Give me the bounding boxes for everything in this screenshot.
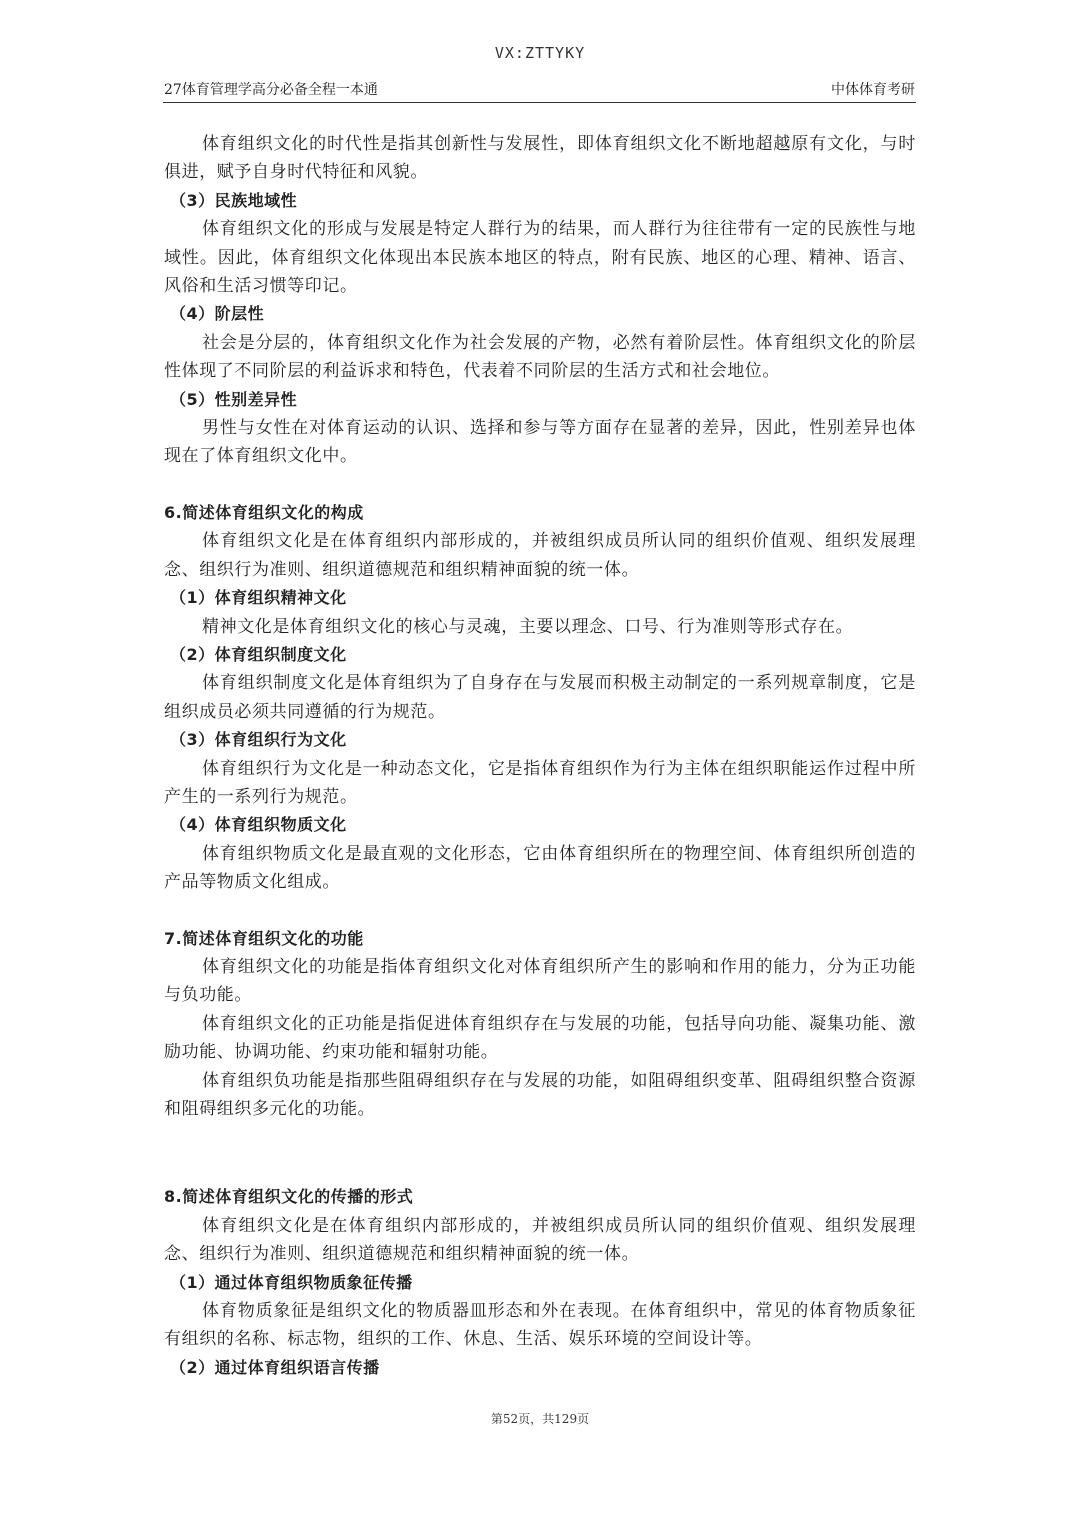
publisher-name: 中体体育考研 (831, 82, 915, 98)
section-spacer (164, 471, 916, 499)
question-6-title: 6.简述体育组织文化的构成 (164, 502, 364, 522)
q6-item-2-text: 体育组织制度文化是体育组织为了自身存在与发展而积极主动制定的一系列规章制度，它是组织成员必须共同遵循的行为规范。 (164, 673, 916, 722)
paragraph-gender-difference: 男性与女性在对体育运动的认识、选择和参与等方面存在显著的差异，因此，性别差异也体现在了体育组织文化中。 (164, 418, 916, 467)
q6-item-3-title: （3）体育组织行为文化 (170, 730, 347, 750)
question-7-title: 7.简述体育组织文化的功能 (164, 928, 364, 948)
q6-item-1-title: （1）体育组织精神文化 (170, 588, 347, 608)
subheading-gender-difference: （5）性别差异性 (170, 389, 298, 409)
q6-item-4-text: 体育组织物质文化是最直观的文化形态，它由体育组织所在的物理空间、体育组织所创造的产品等物质文化组成。 (164, 843, 916, 893)
q8-item-1-title: （1）通过体育组织物质象征传播 (170, 1272, 413, 1292)
question-8-intro: 体育组织文化是在体育组织内部形成的，并被组织成员所认同的组织价值观、组织发展理念、组织行为准则、组织道德规范和组织精神面貌的统一体。 (164, 1215, 916, 1265)
q6-item-4-title: （4）体育组织物质文化 (170, 815, 347, 835)
question-7-para-2: 体育组织文化的正功能是指促进体育组织存在与发展的功能，包括导向功能、凝集功能、激励功能、协调功能、约束功能和辐射功能。 (164, 1013, 916, 1063)
page-header (163, 76, 916, 103)
q6-item-3-text: 体育组织行为文化是一种动态文化，它是指体育组织作为行为主体在组织职能运作过程中所产生的一系列行为规范。 (164, 758, 916, 807)
q6-item-2-title: （2）体育组织制度文化 (170, 644, 347, 664)
q6-item-1-text: 精神文化是体育组织文化的核心与灵魂，主要以理念、口号、行为准则等形式存在。 (202, 616, 854, 637)
section-spacer (164, 897, 916, 925)
paragraph-era: 体育组织文化的时代性是指其创新性与发展性，即体育组织文化不断地超越原有文化，与时俱进，赋予自身时代特征和风貌。 (164, 134, 916, 183)
question-7-para-3: 体育组织负功能是指那些阻碍组织存在与发展的功能，如阻碍组织变革、阻碍组织整合资源和阻碍组织多元化的功能。 (164, 1070, 916, 1119)
question-6-intro: 体育组织文化是在体育组织内部形成的，并被组织成员所认同的组织价值观、组织发展理念、组织行为准则、组织道德规范和组织精神面貌的统一体。 (164, 531, 916, 580)
q8-item-1-text: 体育物质象征是组织文化的物质器皿形态和外在表现。在体育组织中，常见的体育物质象征有组织的名称、标志物，组织的工作、休息、生活、娱乐环境的空间设计等。 (164, 1301, 916, 1350)
section-spacer (164, 1123, 916, 1183)
subheading-stratification: （4）阶层性 (170, 304, 265, 324)
watermark-text: VX:ZTTYKY (494, 44, 586, 62)
book-title: 27体育管理学高分必备全程一本通 (164, 82, 378, 98)
paragraph-stratification: 社会是分层的，体育组织文化作为社会发展的产物，必然有着阶层性。体育组织文化的阶层性体现了不同阶层的利益诉求和特色，代表着不同阶层的生活方式和社会地位。 (164, 332, 916, 382)
paragraph-ethnic-regional: 体育组织文化的形成与发展是特定人群行为的结果，而人群行为往往带有一定的民族性与地域性。因此，体育组织文化体现出本民族本地区的特点，附有民族、地区的心理、精神、语言、风俗和生活习惯等印记。 (164, 219, 916, 297)
question-7-para-1: 体育组织文化的功能是指体育组织文化对体育组织所产生的影响和作用的能力，分为正功能与负功能。 (164, 956, 916, 1006)
page-number: 第52页，共129页 (490, 1412, 590, 1426)
question-8-title: 8.简述体育组织文化的传播的形式 (164, 1187, 414, 1207)
subheading-ethnic-regional: （3）民族地域性 (170, 190, 298, 210)
page-content (164, 130, 916, 1382)
q8-item-2-title: （2）通过体育组织语言传播 (170, 1357, 380, 1377)
